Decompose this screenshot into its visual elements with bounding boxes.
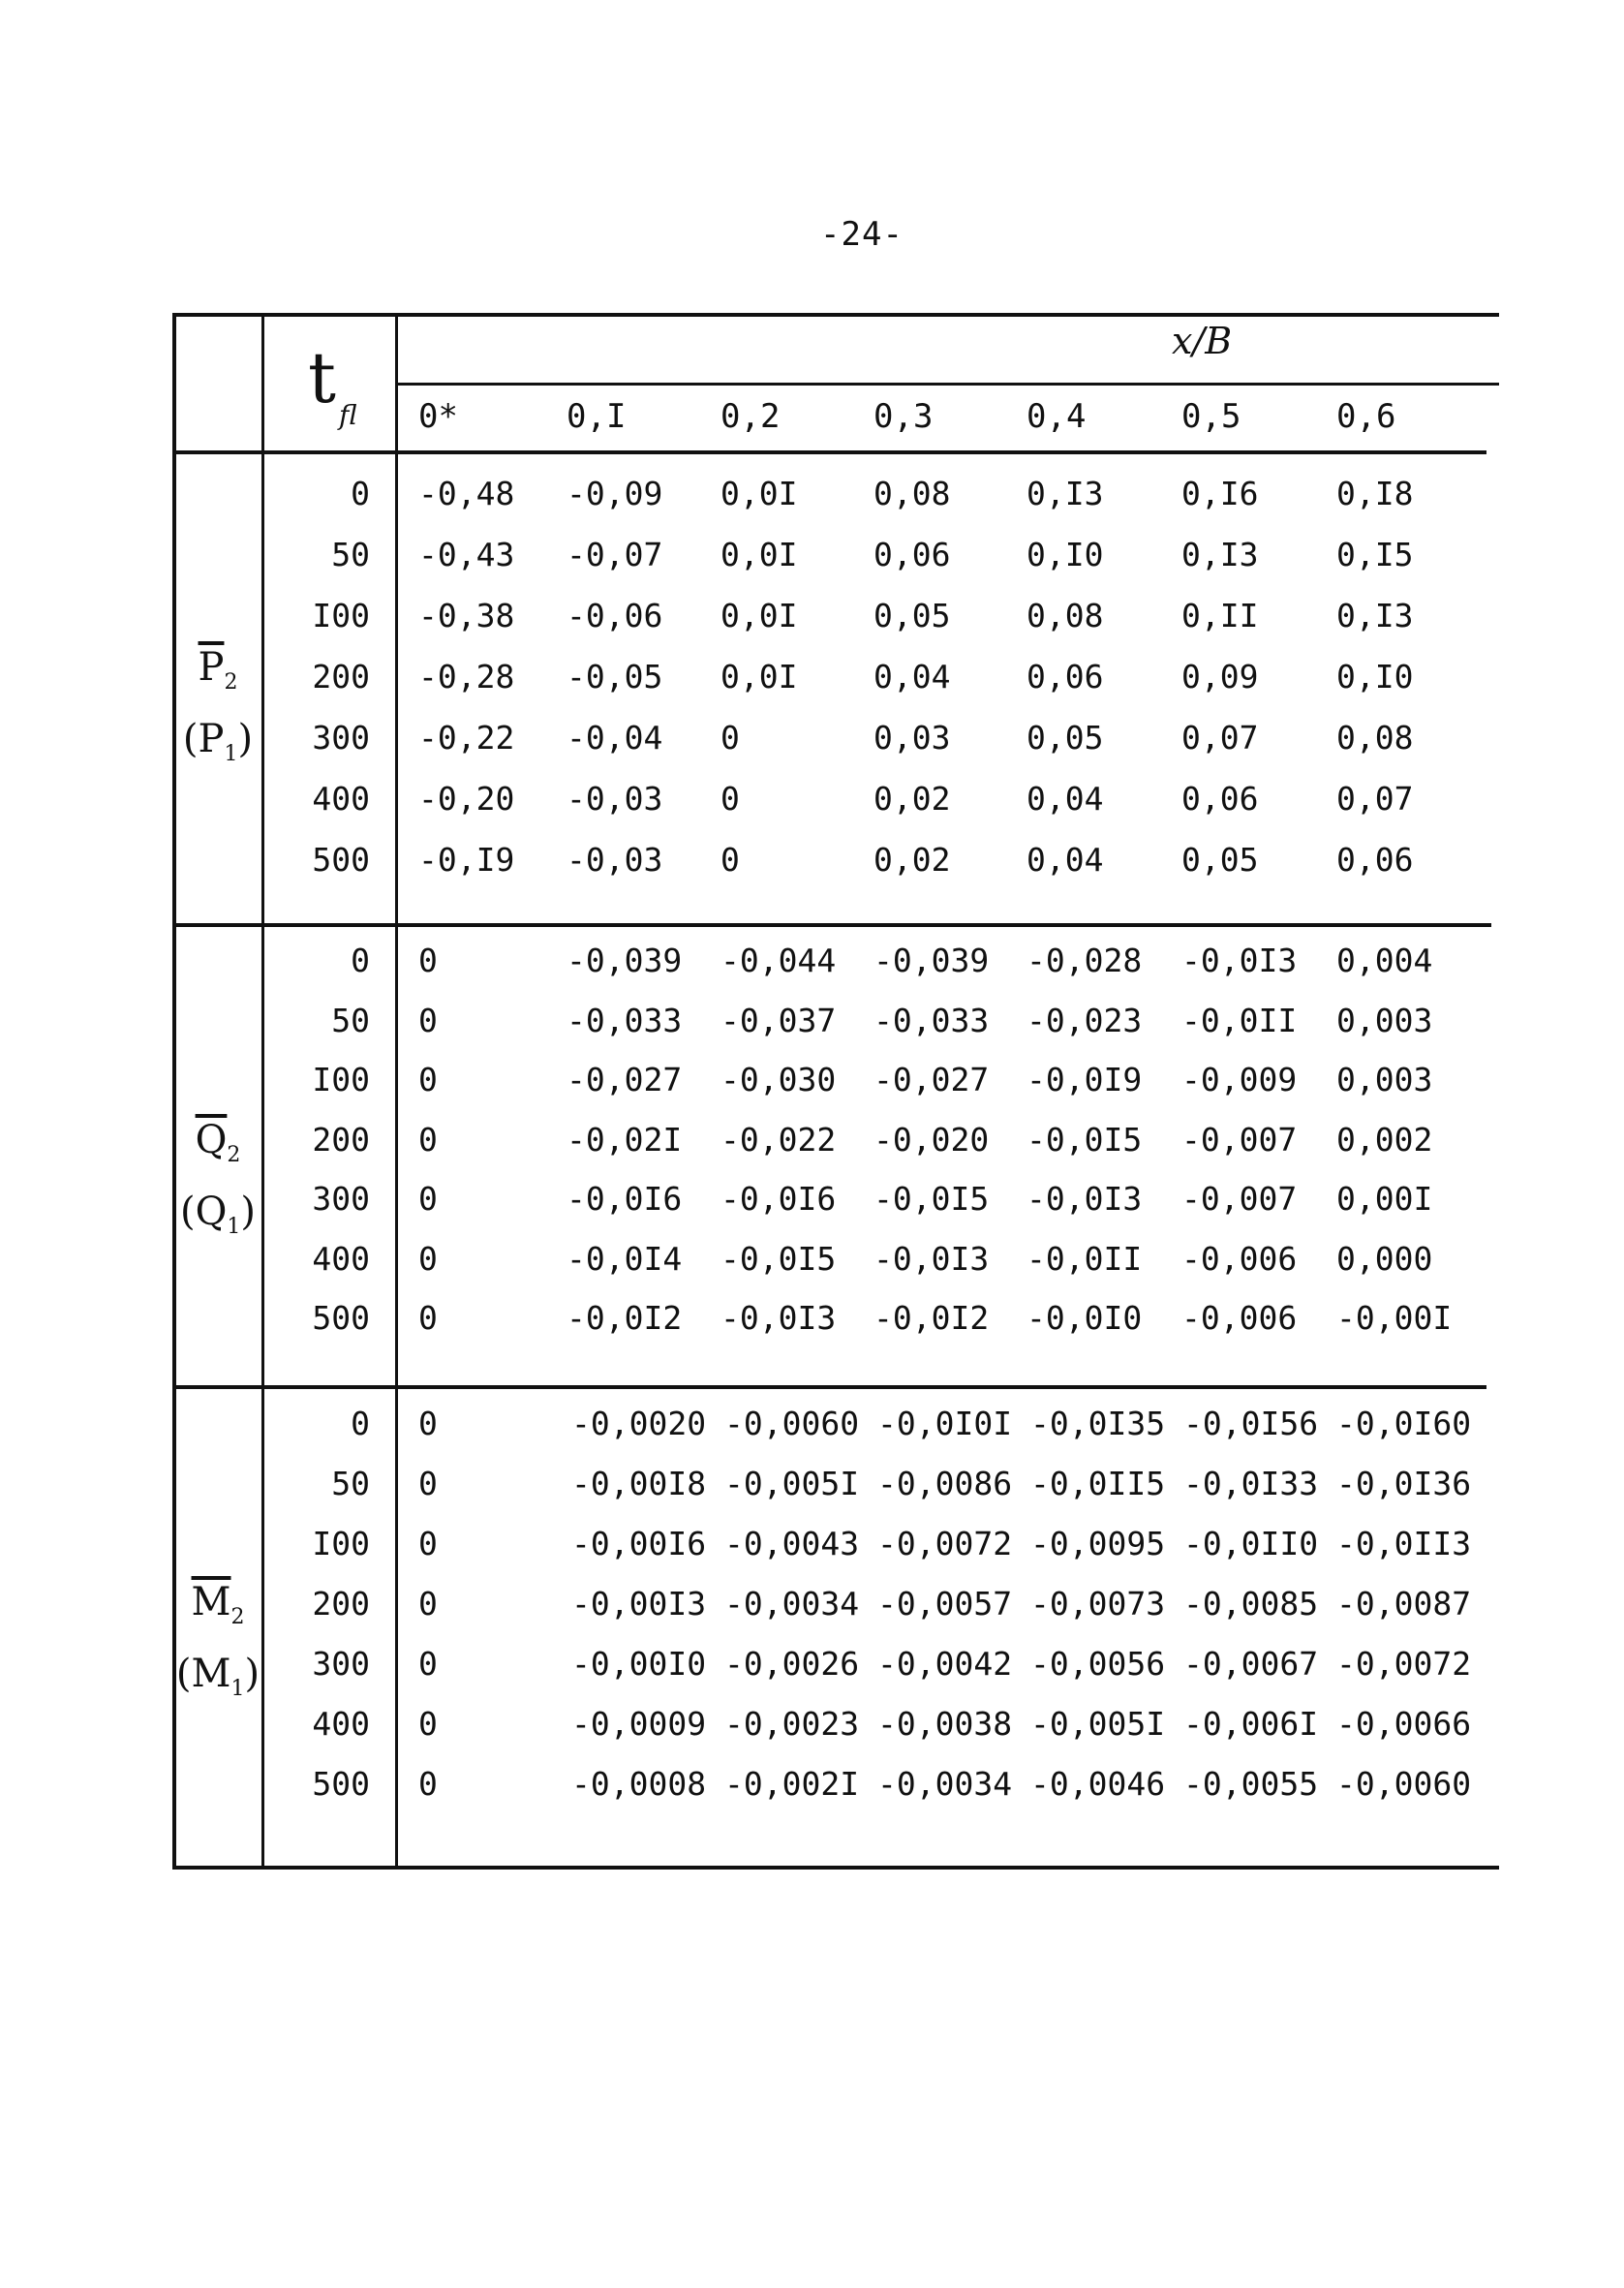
- table-cell: -0,04: [567, 719, 663, 757]
- table-cell: -0,007: [1181, 1180, 1298, 1218]
- row-t-value: 200: [312, 1120, 370, 1159]
- table-cell: 0: [418, 1585, 438, 1623]
- group-label-q: [174, 1112, 261, 1255]
- table-cell: 0,I3: [1336, 597, 1414, 634]
- group-symbol: $\overline{P}$: [198, 645, 225, 690]
- table-cell: -0,0008: [571, 1765, 707, 1803]
- table-cell: -0,0042: [877, 1645, 1013, 1683]
- row-t-value: 0: [351, 942, 370, 979]
- table-cell: -0,0I2: [873, 1299, 990, 1337]
- header-bottom-border: [172, 450, 1486, 454]
- table-cell: 0,04: [1026, 780, 1104, 818]
- table-cell: 0,I3: [1181, 536, 1259, 573]
- row-t-value: I00: [312, 597, 370, 634]
- table-cell: -0,028: [1026, 942, 1143, 979]
- group-alt-symbol-subscript: 1: [230, 1677, 245, 1701]
- row-t-value: 400: [312, 1705, 370, 1743]
- group-label-m: [174, 1574, 261, 1717]
- table-cell: -0,00I3: [571, 1585, 707, 1623]
- table-cell: -0,28: [418, 658, 515, 696]
- table-cell: -0,48: [418, 475, 515, 512]
- table-cell: -0,023: [1026, 1001, 1143, 1039]
- table-cell: -0,027: [567, 1061, 683, 1098]
- table-cell: -0,002I: [724, 1765, 860, 1803]
- table-cell: 0,I0: [1026, 536, 1104, 573]
- group-divider: [172, 923, 1491, 927]
- table-cell: -0,020: [873, 1120, 990, 1159]
- row-t-value: 500: [312, 1765, 370, 1803]
- table-cell: 0: [418, 1465, 438, 1502]
- table-cell: -0,037: [720, 1001, 837, 1039]
- table-cell: 0,I8: [1336, 475, 1414, 512]
- table-cell: -0,0I2: [567, 1299, 683, 1337]
- table-cell: 0,08: [1336, 719, 1414, 757]
- table-cell: -0,0II: [1181, 1001, 1298, 1039]
- table-cell: -0,38: [418, 597, 515, 634]
- table-cell: -0,00I0: [571, 1645, 707, 1683]
- row-t-value: I00: [312, 1525, 370, 1562]
- table-cell: 0: [418, 1705, 438, 1743]
- table-cell: -0,0II5: [1030, 1465, 1166, 1502]
- table-bottom-border: [172, 1866, 1499, 1870]
- table-cell: -0,09: [567, 475, 663, 512]
- table-cell: -0,0072: [1336, 1645, 1472, 1683]
- table-cell: -0,0060: [724, 1405, 860, 1442]
- table-cell: -0,0034: [724, 1585, 860, 1623]
- table-cell: -0,43: [418, 536, 515, 573]
- table-cell: -0,0057: [877, 1585, 1013, 1623]
- table-cell: 0,04: [1026, 841, 1104, 879]
- table-cell: -0,0I6: [720, 1180, 837, 1218]
- table-cell: -0,0II: [1026, 1239, 1143, 1278]
- table-cell: -0,0046: [1030, 1765, 1166, 1803]
- group-divider: [172, 1385, 1486, 1389]
- table-cell: 0,07: [1336, 780, 1414, 818]
- table-cell: -0,0060: [1336, 1765, 1472, 1803]
- group-alt-symbol-close: ): [244, 1652, 260, 1696]
- table-cell: 0,05: [873, 597, 951, 634]
- page-number: -24-: [820, 215, 904, 254]
- table-cell: -0,0I4: [567, 1239, 683, 1278]
- table-cell: 0,0I: [720, 536, 798, 573]
- table-cell: 0,05: [1026, 719, 1104, 757]
- header-xb-label: x/B: [1172, 320, 1233, 362]
- table-cell: 0,08: [873, 475, 951, 512]
- table-cell: -0,0I3: [1026, 1180, 1143, 1218]
- table-cell: 0,004: [1336, 942, 1433, 979]
- column-header: 0,3: [873, 397, 934, 436]
- table-cell: -0,0I36: [1336, 1465, 1472, 1502]
- row-t-value: 0: [351, 475, 370, 512]
- table-cell: 0: [418, 1120, 438, 1159]
- table-cell: -0,0I3: [1181, 942, 1298, 979]
- table-cell: -0,039: [873, 942, 990, 979]
- table-cell: -0,0I0: [1026, 1299, 1143, 1337]
- row-t-value: 50: [331, 536, 370, 573]
- header-t-subscript: fl: [339, 399, 357, 431]
- group-symbol-subscript: 2: [230, 1605, 245, 1629]
- row-t-value: 200: [312, 658, 370, 696]
- table-cell: 0: [418, 942, 438, 979]
- table-cell: 0,I6: [1181, 475, 1259, 512]
- table-cell: -0,0I56: [1183, 1405, 1319, 1442]
- group-symbol-subscript: 2: [224, 670, 238, 695]
- table-cell: -0,00I8: [571, 1465, 707, 1502]
- table-cell: 0,06: [1181, 780, 1259, 818]
- table-cell: -0,0066: [1336, 1705, 1472, 1743]
- table-cell: 0: [418, 1061, 438, 1098]
- table-cell: 0,002: [1336, 1120, 1433, 1159]
- table-cell: -0,027: [873, 1061, 990, 1098]
- row-t-value: 50: [331, 1465, 370, 1502]
- group-symbol: $\overline{Q}$: [195, 1118, 228, 1162]
- table-cell: -0,006: [1181, 1239, 1298, 1278]
- row-t-value: 300: [312, 1645, 370, 1683]
- table-cell: 0: [720, 719, 740, 757]
- table-cell: -0,02I: [567, 1120, 683, 1159]
- table-cell: -0,I9: [418, 841, 515, 879]
- table-cell: 0: [418, 1001, 438, 1039]
- table-cell: -0,005I: [724, 1465, 860, 1502]
- table-cell: 0: [418, 1239, 438, 1278]
- table-cell: 0,003: [1336, 1001, 1433, 1039]
- table-cell: -0,0038: [877, 1705, 1013, 1743]
- t-column-divider: [395, 313, 398, 1870]
- table-cell: -0,0I5: [873, 1180, 990, 1218]
- table-cell: -0,0009: [571, 1705, 707, 1743]
- table-cell: -0,0I9: [1026, 1061, 1143, 1098]
- group-alt-symbol: (M: [175, 1652, 231, 1696]
- table-cell: -0,0095: [1030, 1525, 1166, 1562]
- group-alt-symbol-close: ): [237, 717, 254, 761]
- table-cell: -0,030: [720, 1061, 837, 1098]
- table-cell: 0: [418, 1180, 438, 1218]
- table-cell: -0,03: [567, 780, 663, 818]
- column-header: 0,5: [1181, 397, 1241, 436]
- table-cell: -0,07: [567, 536, 663, 573]
- table-cell: 0,09: [1181, 658, 1259, 696]
- table-cell: 0,06: [1026, 658, 1104, 696]
- group-alt-symbol: (P: [182, 717, 225, 761]
- table-cell: -0,0067: [1183, 1645, 1319, 1683]
- row-t-value: 500: [312, 1299, 370, 1337]
- table-cell: -0,0I5: [720, 1239, 837, 1278]
- table-cell: -0,0073: [1030, 1585, 1166, 1623]
- table-cell: -0,0086: [877, 1465, 1013, 1502]
- table-cell: -0,0I3: [720, 1299, 837, 1337]
- table-cell: -0,0026: [724, 1645, 860, 1683]
- group-alt-symbol-close: ): [240, 1190, 256, 1234]
- table-cell: -0,0085: [1183, 1585, 1319, 1623]
- table-cell: 0,003: [1336, 1061, 1433, 1098]
- table-cell: 0,02: [873, 780, 951, 818]
- table-cell: -0,033: [567, 1001, 683, 1039]
- group-alt-symbol: (Q: [179, 1190, 228, 1234]
- table-cell: -0,0I60: [1336, 1405, 1472, 1442]
- row-t-value: 200: [312, 1585, 370, 1623]
- table-cell: -0,0072: [877, 1525, 1013, 1562]
- table-cell: 0,000: [1336, 1239, 1433, 1278]
- table-cell: -0,03: [567, 841, 663, 879]
- table-cell: -0,0II3: [1336, 1525, 1472, 1562]
- group-symbol: $\overline{M}$: [191, 1580, 231, 1624]
- table-cell: -0,022: [720, 1120, 837, 1159]
- table-cell: 0: [418, 1765, 438, 1803]
- table-cell: -0,0056: [1030, 1645, 1166, 1683]
- column-header: 0,6: [1336, 397, 1396, 436]
- row-t-value: I00: [312, 1061, 370, 1098]
- table-cell: -0,007: [1181, 1120, 1298, 1159]
- table-cell: -0,00I: [1336, 1299, 1453, 1337]
- table-cell: -0,0I6: [567, 1180, 683, 1218]
- table-cell: -0,0023: [724, 1705, 860, 1743]
- table-cell: -0,00I6: [571, 1525, 707, 1562]
- table-cell: 0,03: [873, 719, 951, 757]
- table-cell: 0,02: [873, 841, 951, 879]
- table-cell: -0,06: [567, 597, 663, 634]
- row-t-value: 400: [312, 1239, 370, 1278]
- table-cell: -0,006I: [1183, 1705, 1319, 1743]
- row-t-value: 400: [312, 780, 370, 818]
- table-cell: -0,0II0: [1183, 1525, 1319, 1562]
- table-cell: -0,0034: [877, 1765, 1013, 1803]
- table-cell: 0,04: [873, 658, 951, 696]
- table-cell: -0,009: [1181, 1061, 1298, 1098]
- table-cell: 0: [418, 1299, 438, 1337]
- table-cell: 0,0I: [720, 475, 798, 512]
- table-cell: -0,039: [567, 942, 683, 979]
- row-t-value: 300: [312, 1180, 370, 1218]
- table-cell: 0,I0: [1336, 658, 1414, 696]
- group-symbol-subscript: 2: [227, 1143, 241, 1167]
- header-t-symbol: t: [308, 337, 336, 418]
- table-cell: -0,0I5: [1026, 1120, 1143, 1159]
- table-cell: -0,20: [418, 780, 515, 818]
- group-alt-symbol-subscript: 1: [227, 1215, 241, 1239]
- table-cell: -0,044: [720, 942, 837, 979]
- table-cell: 0,0I: [720, 658, 798, 696]
- table-cell: -0,0I33: [1183, 1465, 1319, 1502]
- table-cell: 0,05: [1181, 841, 1259, 879]
- table-cell: 0,07: [1181, 719, 1259, 757]
- table-top-border: [172, 313, 1499, 317]
- group-alt-symbol-subscript: 1: [224, 742, 238, 766]
- column-header: 0,I: [567, 397, 627, 436]
- table-cell: -0,0020: [571, 1405, 707, 1442]
- table-cell: -0,0087: [1336, 1585, 1472, 1623]
- table-cell: 0,0I: [720, 597, 798, 634]
- table-cell: 0,II: [1181, 597, 1259, 634]
- header-subdivider: [397, 383, 1499, 386]
- column-header: 0,4: [1026, 397, 1087, 436]
- table-cell: 0,I5: [1336, 536, 1414, 573]
- table-cell: -0,0055: [1183, 1765, 1319, 1803]
- row-t-value: 0: [351, 1405, 370, 1442]
- table-cell: 0: [418, 1405, 438, 1442]
- table-cell: 0: [418, 1525, 438, 1562]
- table-cell: 0: [720, 841, 740, 879]
- column-header: 0*: [418, 397, 458, 436]
- row-t-value: 300: [312, 719, 370, 757]
- table-cell: 0,I3: [1026, 475, 1104, 512]
- table-cell: -0,0043: [724, 1525, 860, 1562]
- table-cell: -0,005I: [1030, 1705, 1166, 1743]
- group-label-p: [174, 639, 261, 783]
- table-cell: 0: [418, 1645, 438, 1683]
- table-cell: -0,0I0I: [877, 1405, 1013, 1442]
- table-cell: -0,006: [1181, 1299, 1298, 1337]
- table-cell: 0,00I: [1336, 1180, 1433, 1218]
- table-cell: -0,22: [418, 719, 515, 757]
- table-cell: -0,033: [873, 1001, 990, 1039]
- table-cell: -0,0I35: [1030, 1405, 1166, 1442]
- row-t-value: 50: [331, 1001, 370, 1039]
- table-cell: -0,05: [567, 658, 663, 696]
- table-cell: 0,06: [873, 536, 951, 573]
- table-cell: 0,06: [1336, 841, 1414, 879]
- table-cell: 0: [720, 780, 740, 818]
- table-cell: -0,0I3: [873, 1239, 990, 1278]
- table-cell: 0,08: [1026, 597, 1104, 634]
- column-header: 0,2: [720, 397, 781, 436]
- row-t-value: 500: [312, 841, 370, 879]
